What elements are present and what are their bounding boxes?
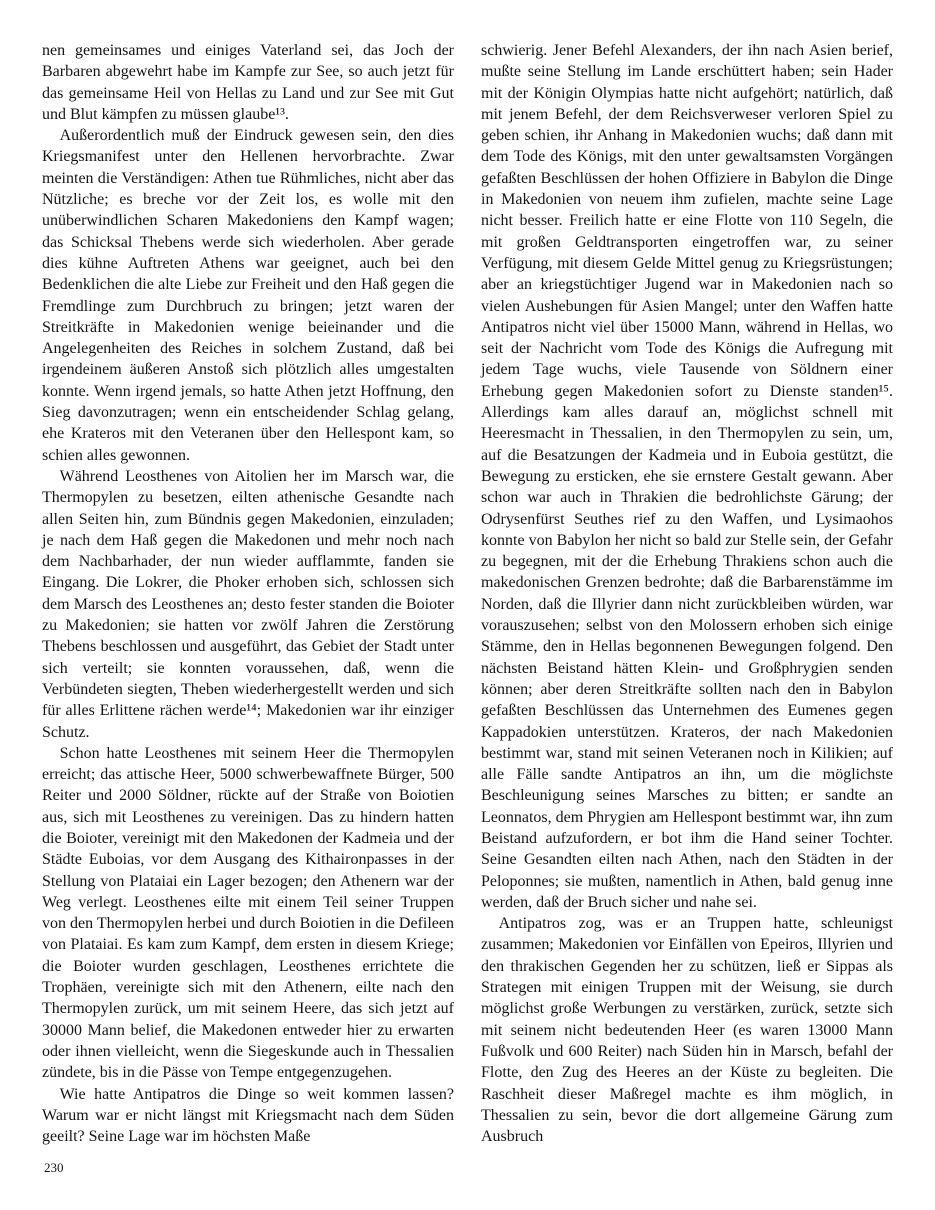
text-columns <box>42 40 893 1147</box>
paragraph: Schon hatte Leosthenes mit seinem Heer die Thermopylen erreicht; das attische Heer, 5000 schwerbewaffnete Bürger, 500 Reiter und 2000 Söldner, rückte auf der Straße von Boiotien aus, sich mit Leosthenes zu vereinigen. Das zu hindern hatten die Boioter, vereinigt mit den Makedonen der Kadmeia und der Städte Euboias, vor dem Ausgang des Kithaironpasses in der Stellung von Plataiai ein Lager bezogen; den Athenern war der Weg verlegt. Leosthenes eilte mit einem Teil seiner Truppen von den Thermopylen herbei und durch Boiotien in die Defileen von Plataiai. Es kam zum Kampf, dem ersten in diesem Kriege; die Boioter wurden geschlagen, Leosthenes errichtete die Trophäen, vereinigte sich mit den Athenern, eilte nach den Thermopylen zurück, um mit seinem Heere, das sich jetzt auf 30000 Mann belief, die Makedonen entweder hier zu erwarten oder ihnen vielleicht, wenn die Siegeskunde auch in Thessalien zündete, bis in die Pässe von Tempe entgegenzugehen. <box>42 744 454 1082</box>
page-number: 230 <box>44 1160 64 1175</box>
text-column-right <box>481 40 893 1147</box>
paragraph: Wie hatte Antipatros die Dinge so weit kommen lassen? Warum war er nicht längst mit Kriegsmacht nach dem Süden geeilt? Seine Lage war im höchsten Maße <box>42 1085 454 1146</box>
paragraph: Während Leosthenes von Aitolien her im Marsch war, die Thermopylen zu besetzen, eilten athenische Gesandte nach allen Seiten hin, zum Bündnis gegen Makedonien, einzuladen; je nach dem Haß gegen die Makedonen und mehr noch nach dem Nachbarhader, der nun wieder aufflammte, fanden sie Eingang. Die Lokrer, die Phoker erhoben sich, schlossen sich dem Marsch des Leosthenes an; desto fester standen die Boioter zu Makedonien; sie hatten vor zwölf Jahren die Zerstörung Thebens beschlossen und ausgeführt, das Gebiet der Stadt unter sich verteilt; sie konnten voraussehen, daß, wenn die Verbündeten siegten, Theben wiederhergestellt werden und sich für alles Erlittene rächen werde¹⁴; Makedonien war ihr einziger Schutz. <box>42 467 454 741</box>
paragraph: schwierig. Jener Befehl Alexanders, der ihn nach Asien berief, mußte seine Stellung im Lande erschüttert haben; sein Hader mit der Königin Olympias hatte nicht aufgehört; natürlich, daß mit jenem Befehl, der dem Reichsverweser verloren Spiel zu geben schien, ihr Anhang in Makedonien wuchs; daß dann mit dem Tode des Königs, mit den unter gewaltsamsten Vorgängen gefaßten Beschlüssen der hohen Offiziere in Babylon die Dinge in Makedonien von neuem ihm zufielen, machte seine Lage nicht besser. Freilich hatte er eine Flotte von 110 Segeln, die mit großen Geldtransporten eingetroffen war, zu seiner Verfügung, mit diesem Gelde Mittel genug zu Kriegsrüstungen; aber an kriegstüchtiger Jugend war in Makedonien nach so vielen Aushebungen für Asien Mangel; unter den Waffen hatte Antipatros nicht viel über 15000 Mann, während in Hellas, wo seit der Nachricht vom Tode des Königs die Aufregung mit jedem Tage wuchs, viele Tausende von Söldnern einer Erhebung gegen Makedonien sofort zu Dienste standen¹⁵. Allerdings kam alles darauf an, möglichst schnell mit Heeresmacht in Thessalien, in den Thermopylen zu sein, um, auf die Besatzungen der Kadmeia und in Euboia gestützt, die Bewegung zu ersticken, ehe sie ernstere Gestalt gewann. Aber schon war auch in Thrakien die bedrohlichste Gärung; der Odrysenfürst Seuthes rief zu den Waffen, und Lysimaohos konnte von Babylon her nicht so bald zur Stelle sein, der Gefahr zu begegnen, mit der die Erhebung Thrakiens schon auch die makedonischen Grenzen bedrohte; daß die Barbarenstämme im Norden, daß die Illyrier dann nicht zurückbleiben würden, war vorauszusehen; selbst von den Molossern erhoben sich einige Stämme, den in Hellas begonnenen Bewegungen folgend. Den nächsten Beistand hätten Klein- und Großphrygien senden können; aber deren Streitkräfte sollten nach den in Babylon gefaßten Beschlüssen das Unternehmen des Eumenes gegen Kappadokien unterstützen. Krateros, der nach Makedonien bestimmt war, stand mit seinen Veteranen noch in Kilikien; auf alle Fälle sandte Antipatros an ihn, um die möglichste Beschleunigung seines Marsches zu bitten; er sandte an Leonnatos, dem Phrygien am Hellespont bestimmt war, ihn zum Beistand aufzufordern, er bot ihm die Hand seiner Tochter. Seine Gesandten eilten nach Athen, nach den Städten in der Peloponnes; sie mußten, namentlich in Athen, bald genug inne werden, daß der Bruch sicher und nahe sei. <box>481 42 893 911</box>
paragraph: Außerordentlich muß der Eindruck gewesen sein, den dies Kriegsmanifest unter den Hellenen hervorbrachte. Zwar meinten die Verständigen: Athen tue Rühmliches, nicht aber das Nützliche; es breche vor der Zeit los, es wolle mit den unüberwindlichen Scharen Makedoniens den Kampf wagen; das Schicksal Thebens werde sich wiederholen. Aber gerade dies kühne Auftreten Athens war geeignet, auch bei den Bedenklichen die alte Liebe zur Freiheit und den Haß gegen die Fremdlinge zum Durchbruch zu bringen; jetzt waren der Streitkräfte in Makedonien wenige beieinander und die Angelegenheiten des Reiches in solchem Zustand, daß bei irgendeinem äußeren Anstoß sich plötzlich alles umgestalten konnte. Wenn irgend jemals, so hatte Athen jetzt Hoffnung, den Sieg davonzutragen; wenn ein entscheidender Schlag gelang, ehe Krateros mit den Veteranen über den Hellespont kam, so schien alles gewonnen. <box>42 127 454 464</box>
paragraph: nen gemeinsames und einiges Vaterland sei, das Joch der Barbaren abgewehrt habe im Kampfe zur See, so auch jetzt für das gemeinsame Heil von Hellas zu Land und zur See mit Gut und Blut kämpfen zu müssen glaube¹³. <box>42 42 454 123</box>
text-column-left <box>42 40 454 1147</box>
paragraph: Antipatros zog, was er an Truppen hatte, schleunigst zusammen; Makedonien vor Einfällen von Epeiros, Illyrien und den thrakischen Gegenden her zu schützen, ließ er Sippas als Strategen mit einigen Truppen mit der Weisung, sie durch möglichst große Werbungen zu verstärken, zurück, setzte sich mit seinem nicht bedeutenden Heer (es waren 13000 Mann Fußvolk und 600 Reiter) nach Süden hin in Marsch, befahl der Flotte, den Zug des Heeres an der Küste zu begleiten. Die Raschheit dieser Maßregel machte es ihm möglich, in Thessalien zu sein, bevor die dort allgemeine Gärung zum Ausbruch <box>481 915 893 1146</box>
